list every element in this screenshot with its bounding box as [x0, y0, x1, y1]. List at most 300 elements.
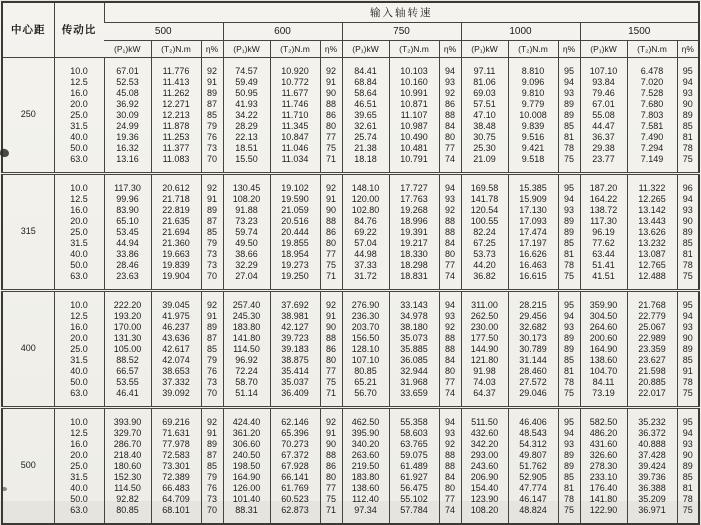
table-row	[2, 110, 699, 121]
p-kw-cell: 53.55	[104, 377, 151, 388]
p-kw-cell: 198.50	[223, 461, 270, 472]
eta-cell: 90	[320, 439, 342, 450]
table-row	[2, 494, 699, 505]
t-nm-cell: 17.763	[389, 194, 439, 205]
eta-cell: 87	[201, 333, 223, 344]
t-nm-cell: 39.736	[627, 472, 677, 483]
t-nm-cell: 71.631	[151, 428, 201, 439]
t-nm-cell: 35.414	[270, 366, 320, 377]
eta-cell: 94	[558, 194, 580, 205]
eta-cell: 80	[439, 483, 461, 494]
t-nm-header: (T₂)N.m	[151, 40, 201, 57]
eta-cell: 80	[320, 472, 342, 483]
t-nm-cell: 46.406	[508, 407, 558, 428]
table-row	[2, 143, 699, 154]
eta-cell: 94	[677, 77, 699, 88]
p-kw-cell: 67.01	[580, 99, 627, 110]
p-kw-cell: 24.99	[104, 121, 151, 132]
eta-cell: 70	[201, 271, 223, 291]
eta-cell: 75	[320, 494, 342, 505]
t-nm-cell: 11.377	[151, 143, 201, 154]
eta-cell: 89	[201, 88, 223, 99]
p-kw-cell: 431.60	[580, 439, 627, 450]
t-nm-cell: 19.102	[270, 173, 320, 194]
p-kw-cell: 264.60	[580, 322, 627, 333]
eta-cell: 77	[320, 249, 342, 260]
eta-cell: 93	[677, 88, 699, 99]
p-kw-cell: 36.37	[580, 132, 627, 143]
t-nm-cell: 15.909	[508, 194, 558, 205]
p-kw-cell: 114.50	[223, 344, 270, 355]
t-nm-cell: 21.635	[151, 216, 201, 227]
p-kw-header: (P₁)kW	[580, 40, 627, 57]
p-kw-cell: 164.22	[580, 194, 627, 205]
eta-cell: 90	[677, 450, 699, 461]
t-nm-cell: 39.424	[627, 461, 677, 472]
p-kw-cell: 108.20	[223, 194, 270, 205]
p-kw-cell: 84.41	[342, 57, 389, 77]
eta-cell: 95	[558, 173, 580, 194]
p-kw-cell: 263.60	[342, 450, 389, 461]
eta-cell: 77	[320, 483, 342, 494]
eta-cell: 73	[201, 249, 223, 260]
t-nm-cell: 30.173	[508, 333, 558, 344]
eta-cell: 93	[558, 322, 580, 333]
p-kw-cell: 304.50	[580, 311, 627, 322]
eta-cell: 77	[320, 366, 342, 377]
p-kw-cell: 23.63	[104, 271, 151, 291]
p-kw-cell: 359.90	[580, 290, 627, 311]
t-nm-cell: 12.271	[151, 99, 201, 110]
eta-cell: 87	[201, 99, 223, 110]
ratio-cell: 25.0	[54, 461, 104, 472]
eta-cell: 79	[201, 472, 223, 483]
eta-cell: 85	[677, 472, 699, 483]
eta-cell: 89	[677, 110, 699, 121]
center-distance-cell: 500	[20, 460, 36, 470]
p-kw-cell: 240.50	[223, 450, 270, 461]
eta-cell: 81	[677, 132, 699, 143]
p-kw-cell: 30.09	[104, 110, 151, 121]
p-kw-cell: 41.51	[580, 271, 627, 291]
t-nm-cell: 19.217	[389, 238, 439, 249]
eta-cell: 86	[439, 99, 461, 110]
p-kw-cell: 164.90	[580, 344, 627, 355]
eta-cell: 80	[439, 249, 461, 260]
eta-cell: 88	[439, 216, 461, 227]
p-kw-cell: 81.06	[461, 77, 508, 88]
t-nm-cell: 7.149	[627, 154, 677, 174]
t-nm-cell: 20.516	[270, 216, 320, 227]
p-kw-cell: 114.50	[104, 483, 151, 494]
p-kw-cell: 51.14	[223, 388, 270, 408]
eta-cell: 84	[439, 472, 461, 483]
p-kw-cell: 164.90	[223, 472, 270, 483]
eta-cell: 89	[558, 333, 580, 344]
t-nm-cell: 68.101	[151, 505, 201, 524]
table-row	[2, 450, 699, 461]
p-kw-cell: 293.00	[461, 450, 508, 461]
t-nm-cell: 12.213	[151, 110, 201, 121]
t-nm-cell: 65.396	[270, 428, 320, 439]
t-nm-cell: 12.488	[627, 271, 677, 291]
t-nm-cell: 36.971	[627, 505, 677, 524]
center-distance-cell: 250	[20, 109, 36, 119]
eta-cell: 93	[558, 439, 580, 450]
eta-header: η%	[320, 40, 342, 57]
t-nm-cell: 52.905	[508, 472, 558, 483]
eta-cell: 84	[439, 121, 461, 132]
p-kw-cell: 100.55	[461, 216, 508, 227]
ratio-cell: 10.0	[54, 290, 104, 311]
eta-cell: 93	[677, 205, 699, 216]
speed-column-header-1000: 1000	[461, 22, 580, 40]
t-nm-cell: 29.456	[508, 311, 558, 322]
p-kw-cell: 121.80	[461, 355, 508, 366]
table-row	[2, 77, 699, 88]
table-row	[2, 311, 699, 322]
t-nm-cell: 22.017	[627, 388, 677, 408]
eta-cell: 91	[320, 311, 342, 322]
p-kw-header: (P₁)kW	[461, 40, 508, 57]
eta-cell: 91	[677, 366, 699, 377]
t-nm-header: (T₂)N.m	[627, 40, 677, 57]
p-kw-cell: 72.24	[223, 366, 270, 377]
p-kw-cell: 88.52	[104, 355, 151, 366]
eta-cell: 80	[320, 238, 342, 249]
p-kw-cell: 29.38	[580, 143, 627, 154]
p-kw-cell: 65.21	[342, 377, 389, 388]
ratio-cell: 50.0	[54, 377, 104, 388]
eta-cell: 89	[558, 99, 580, 110]
t-nm-cell: 20.885	[627, 377, 677, 388]
eta-cell: 77	[439, 143, 461, 154]
t-nm-cell: 7.490	[627, 132, 677, 143]
eta-cell: 91	[201, 311, 223, 322]
p-kw-cell: 130.45	[223, 173, 270, 194]
p-kw-cell: 21.09	[461, 154, 508, 174]
p-kw-cell: 25.74	[342, 132, 389, 143]
p-kw-cell: 138.60	[580, 355, 627, 366]
p-kw-cell: 18.51	[223, 143, 270, 154]
eta-cell: 75	[677, 505, 699, 524]
p-kw-cell: 393.90	[104, 407, 151, 428]
p-kw-cell: 15.50	[223, 154, 270, 174]
t-nm-cell: 10.847	[270, 132, 320, 143]
center-distance-header: 中心距	[2, 2, 54, 57]
p-kw-cell: 152.30	[104, 472, 151, 483]
t-nm-cell: 73.301	[151, 461, 201, 472]
center-distance-cell: 400	[20, 343, 36, 353]
table-row	[2, 205, 699, 216]
t-nm-cell: 10.490	[389, 132, 439, 143]
p-kw-cell: 257.40	[223, 290, 270, 311]
table-row	[2, 333, 699, 344]
eta-cell: 90	[677, 216, 699, 227]
t-nm-cell: 46.147	[508, 494, 558, 505]
t-nm-cell: 18.954	[270, 249, 320, 260]
eta-cell: 78	[558, 260, 580, 271]
eta-cell: 79	[201, 121, 223, 132]
ratio-cell: 20.0	[54, 333, 104, 344]
t-nm-cell: 43.636	[151, 333, 201, 344]
t-nm-cell: 35.209	[627, 494, 677, 505]
eta-cell: 96	[677, 173, 699, 194]
eta-cell: 94	[677, 194, 699, 205]
eta-cell: 75	[320, 377, 342, 388]
t-nm-cell: 25.067	[627, 322, 677, 333]
t-nm-cell: 31.968	[389, 377, 439, 388]
ratio-cell: 40.0	[54, 483, 104, 494]
t-nm-cell: 21.718	[151, 194, 201, 205]
eta-cell: 79	[201, 238, 223, 249]
p-kw-cell: 57.04	[342, 238, 389, 249]
p-kw-cell: 511.50	[461, 407, 508, 428]
t-nm-cell: 37.332	[151, 377, 201, 388]
ratio-cell: 50.0	[54, 494, 104, 505]
p-kw-cell: 306.60	[223, 439, 270, 450]
eta-cell: 95	[558, 57, 580, 77]
t-nm-cell: 13.142	[627, 205, 677, 216]
table-row	[2, 290, 699, 311]
p-kw-cell: 33.86	[104, 249, 151, 260]
p-kw-cell: 39.65	[342, 110, 389, 121]
p-kw-cell: 486.20	[580, 428, 627, 439]
t-nm-cell: 13.232	[627, 238, 677, 249]
t-nm-cell: 18.298	[389, 260, 439, 271]
t-nm-cell: 55.102	[389, 494, 439, 505]
t-nm-cell: 42.074	[151, 355, 201, 366]
t-nm-cell: 11.107	[389, 110, 439, 121]
table-row	[2, 271, 699, 291]
table-row	[2, 377, 699, 388]
t-nm-header: (T₂)N.m	[389, 40, 439, 57]
eta-header: η%	[677, 40, 699, 57]
t-nm-cell: 19.250	[270, 271, 320, 291]
speed-column-header-600: 600	[223, 22, 342, 40]
t-nm-cell: 9.779	[508, 99, 558, 110]
p-kw-cell: 361.20	[223, 428, 270, 439]
p-kw-cell: 462.50	[342, 407, 389, 428]
ratio-cell: 25.0	[54, 344, 104, 355]
eta-cell: 78	[558, 377, 580, 388]
t-nm-cell: 7.680	[627, 99, 677, 110]
table-row	[2, 472, 699, 483]
t-nm-cell: 36.085	[389, 355, 439, 366]
p-kw-header: (P₁)kW	[342, 40, 389, 57]
t-nm-cell: 31.144	[508, 355, 558, 366]
eta-cell: 89	[558, 461, 580, 472]
t-nm-cell: 11.413	[151, 77, 201, 88]
table-row	[2, 344, 699, 355]
t-nm-cell: 66.483	[151, 483, 201, 494]
ratio-cell: 40.0	[54, 132, 104, 143]
eta-cell: 94	[439, 407, 461, 428]
t-nm-cell: 17.130	[508, 205, 558, 216]
p-kw-cell: 32.29	[223, 260, 270, 271]
t-nm-cell: 15.385	[508, 173, 558, 194]
t-nm-cell: 72.583	[151, 450, 201, 461]
t-nm-cell: 21.694	[151, 227, 201, 238]
p-kw-cell: 74.57	[223, 57, 270, 77]
t-nm-cell: 67.928	[270, 461, 320, 472]
eta-cell: 75	[320, 260, 342, 271]
p-kw-cell: 88.31	[223, 505, 270, 524]
p-kw-cell: 21.38	[342, 143, 389, 154]
eta-cell: 74	[439, 154, 461, 174]
eta-cell: 93	[439, 428, 461, 439]
eta-cell: 91	[320, 428, 342, 439]
p-kw-cell: 73.19	[580, 388, 627, 408]
p-kw-cell: 183.80	[223, 322, 270, 333]
t-nm-cell: 61.927	[389, 472, 439, 483]
speed-column-header-750: 750	[342, 22, 461, 40]
table-row	[2, 99, 699, 110]
t-nm-cell: 62.873	[270, 505, 320, 524]
t-nm-cell: 19.904	[151, 271, 201, 291]
eta-cell: 87	[201, 216, 223, 227]
table-row	[2, 173, 699, 194]
t-nm-cell: 19.273	[270, 260, 320, 271]
p-kw-cell: 57.51	[461, 99, 508, 110]
p-kw-cell: 69.03	[461, 88, 508, 99]
p-kw-cell: 32.61	[342, 121, 389, 132]
t-nm-cell: 22.779	[627, 311, 677, 322]
eta-cell: 75	[558, 388, 580, 408]
p-kw-cell: 82.24	[461, 227, 508, 238]
eta-cell: 80	[439, 366, 461, 377]
t-nm-cell: 49.807	[508, 450, 558, 461]
eta-cell: 81	[558, 132, 580, 143]
p-kw-cell: 169.58	[461, 173, 508, 194]
p-kw-cell: 203.70	[342, 322, 389, 333]
eta-cell: 85	[677, 355, 699, 366]
t-nm-cell: 36.388	[627, 483, 677, 494]
eta-cell: 75	[558, 154, 580, 174]
p-kw-cell: 31.72	[342, 271, 389, 291]
t-nm-cell: 23.627	[627, 355, 677, 366]
eta-cell: 92	[439, 439, 461, 450]
t-nm-cell: 17.727	[389, 173, 439, 194]
t-nm-cell: 10.103	[389, 57, 439, 77]
p-kw-cell: 180.60	[104, 461, 151, 472]
eta-cell: 70	[201, 505, 223, 524]
p-kw-cell: 79.46	[580, 88, 627, 99]
p-kw-cell: 96.92	[223, 355, 270, 366]
eta-cell: 81	[558, 483, 580, 494]
p-kw-cell: 37.33	[342, 260, 389, 271]
t-nm-cell: 32.682	[508, 322, 558, 333]
eta-cell: 95	[558, 407, 580, 428]
p-kw-cell: 131.30	[104, 333, 151, 344]
ratio-header: 传动比	[54, 2, 104, 57]
t-nm-cell: 38.653	[151, 366, 201, 377]
p-kw-cell: 58.64	[342, 88, 389, 99]
t-nm-cell: 9.810	[508, 88, 558, 99]
ratio-cell: 63.0	[54, 505, 104, 524]
table-row	[2, 238, 699, 249]
t-nm-cell: 11.253	[151, 132, 201, 143]
block-315	[2, 173, 699, 290]
t-nm-cell: 22.819	[151, 205, 201, 216]
p-kw-cell: 141.80	[223, 333, 270, 344]
t-nm-cell: 19.590	[270, 194, 320, 205]
eta-cell: 75	[320, 143, 342, 154]
p-kw-cell: 141.78	[461, 194, 508, 205]
table-row	[2, 355, 699, 366]
eta-cell: 90	[320, 88, 342, 99]
t-nm-cell: 8.810	[508, 57, 558, 77]
eta-cell: 89	[201, 205, 223, 216]
t-nm-cell: 48.543	[508, 428, 558, 439]
eta-cell: 88	[439, 461, 461, 472]
p-kw-cell: 193.20	[104, 311, 151, 322]
p-kw-cell: 342.20	[461, 439, 508, 450]
t-nm-cell: 28.215	[508, 290, 558, 311]
t-nm-cell: 12.765	[627, 260, 677, 271]
p-kw-cell: 19.36	[104, 132, 151, 143]
p-kw-cell: 424.40	[223, 407, 270, 428]
p-kw-cell: 69.22	[342, 227, 389, 238]
p-kw-cell: 38.48	[461, 121, 508, 132]
eta-cell: 78	[677, 143, 699, 154]
p-kw-cell: 92.82	[104, 494, 151, 505]
t-nm-cell: 32.944	[389, 366, 439, 377]
ratio-cell: 20.0	[54, 216, 104, 227]
t-nm-cell: 69.216	[151, 407, 201, 428]
eta-cell: 95	[558, 290, 580, 311]
t-nm-cell: 46.237	[151, 322, 201, 333]
eta-cell: 92	[439, 88, 461, 99]
eta-cell: 95	[677, 57, 699, 77]
eta-cell: 92	[320, 290, 342, 311]
gearbox-rating-table	[1, 1, 700, 525]
p-kw-cell: 117.30	[580, 216, 627, 227]
p-kw-cell: 83.90	[104, 205, 151, 216]
eta-cell: 81	[558, 366, 580, 377]
t-nm-cell: 11.878	[151, 121, 201, 132]
eta-cell: 88	[439, 333, 461, 344]
eta-cell: 71	[320, 271, 342, 291]
eta-cell: 80	[320, 121, 342, 132]
eta-header: η%	[201, 40, 223, 57]
eta-cell: 91	[201, 194, 223, 205]
eta-cell: 91	[320, 194, 342, 205]
p-kw-cell: 183.80	[342, 472, 389, 483]
eta-cell: 90	[677, 333, 699, 344]
eta-cell: 86	[320, 227, 342, 238]
t-nm-cell: 28.460	[508, 366, 558, 377]
eta-cell: 93	[558, 205, 580, 216]
ratio-cell: 25.0	[54, 227, 104, 238]
eta-cell: 73	[201, 377, 223, 388]
p-kw-cell: 44.20	[461, 260, 508, 271]
t-nm-cell: 33.143	[389, 290, 439, 311]
t-nm-cell: 17.093	[508, 216, 558, 227]
eta-cell: 77	[439, 494, 461, 505]
eta-cell: 75	[677, 388, 699, 408]
t-nm-cell: 64.709	[151, 494, 201, 505]
eta-cell: 88	[320, 333, 342, 344]
eta-cell: 71	[320, 505, 342, 524]
t-nm-cell: 56.475	[389, 483, 439, 494]
eta-cell: 88	[439, 344, 461, 355]
t-nm-cell: 39.183	[270, 344, 320, 355]
p-kw-cell: 73.23	[223, 216, 270, 227]
eta-cell: 75	[558, 505, 580, 524]
p-kw-cell: 34.22	[223, 110, 270, 121]
eta-cell: 88	[439, 450, 461, 461]
